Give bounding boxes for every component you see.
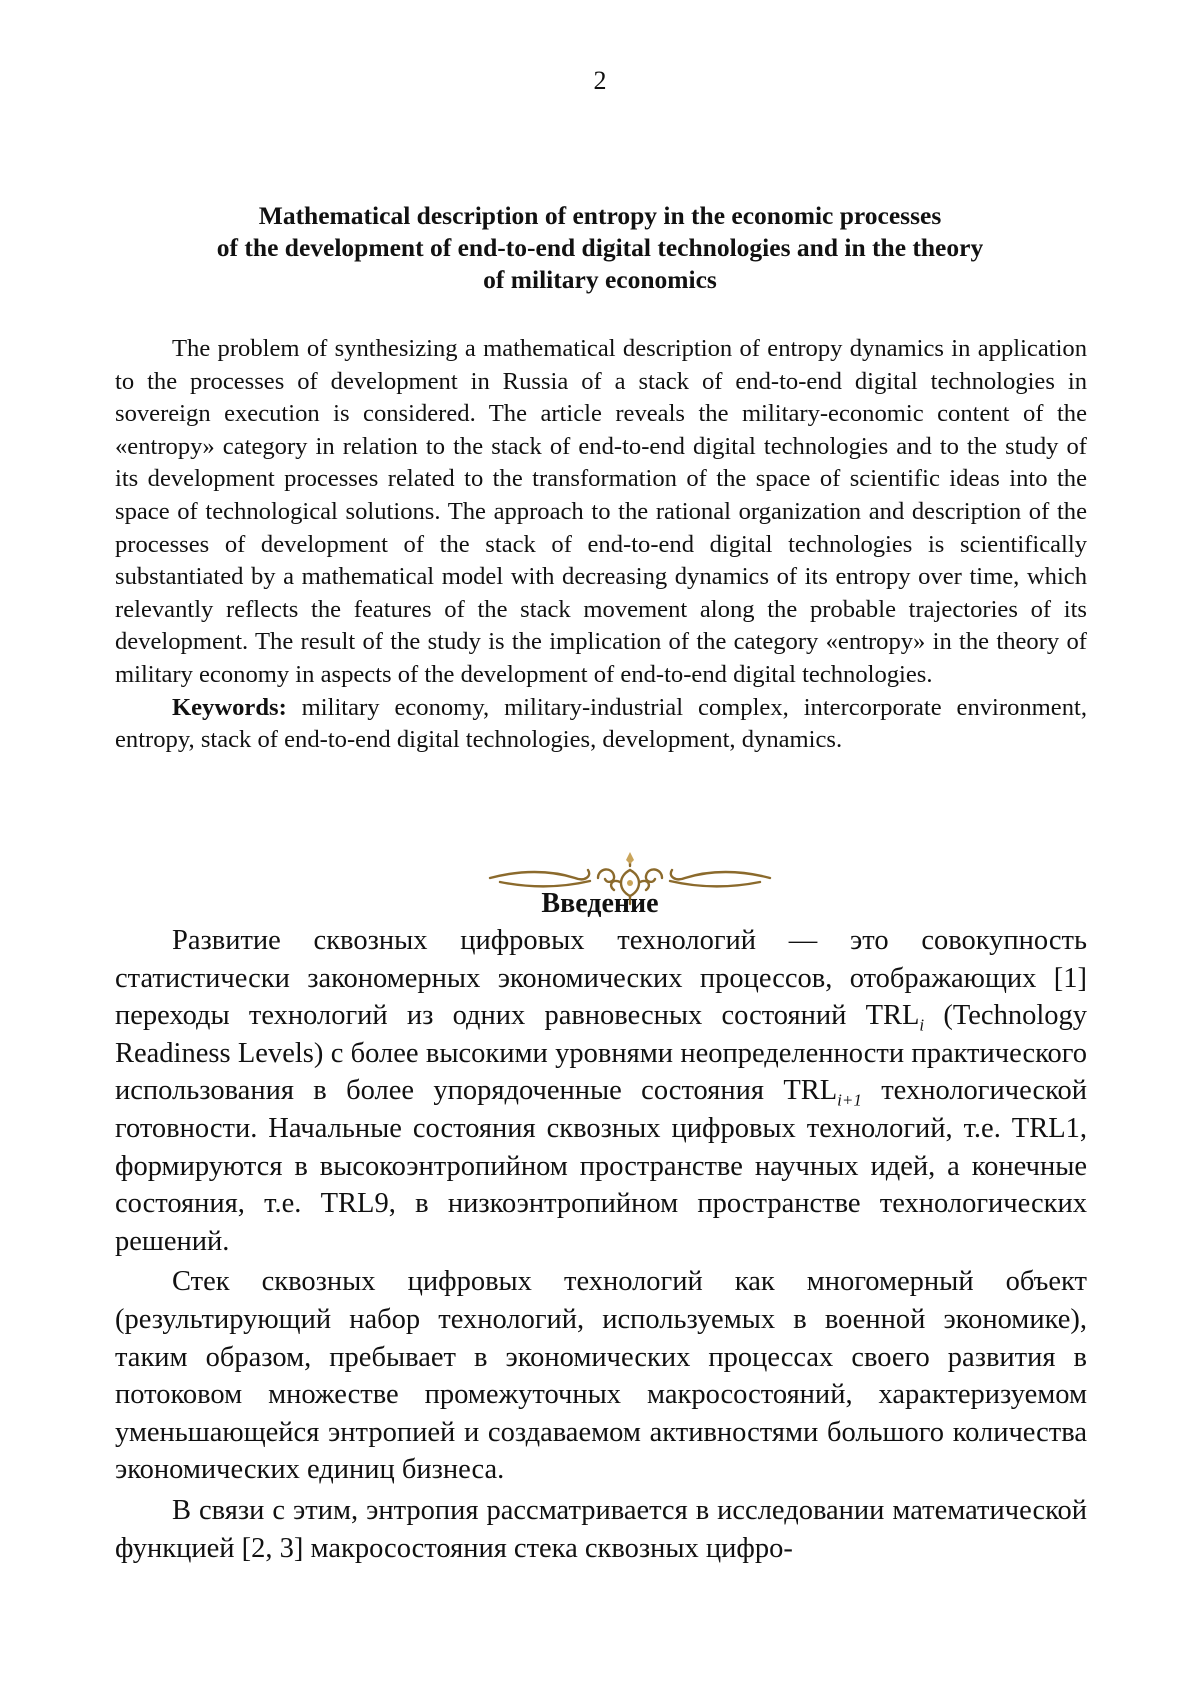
body-paragraph-1 [115, 922, 1087, 1260]
keywords-label: Keywords: [172, 693, 287, 721]
keywords-text: military economy, military-industrial complex, intercorporate environment, entropy, stack of end-to-end digital technologies, development, dynamics. [115, 693, 1087, 754]
abstract [115, 333, 1087, 757]
body-paragraph-3: В связи с этим, энтропия рассматривается в исследовании математической функцией [2, 3] макросостояния стека сквозных цифро- [115, 1494, 1087, 1564]
section-title: Введение [541, 888, 659, 919]
body-text [115, 922, 1087, 1567]
p1-subscript-i: i [919, 1015, 925, 1035]
p1-part-b: (Technology Readiness Levels) с более высокими уровнями неопределенности практического использования в более упорядоченные состояния TRL [115, 1000, 1087, 1107]
p1-part-a: Развитие сквозных цифровых технологий — это совокупность статистически закономерных экономических процессов, отображающих [1] переходы технологий из одних равновесных состояний TRL [115, 925, 1087, 1032]
keywords [115, 692, 1087, 757]
p1-subscript-i-plus-1: i+1 [837, 1091, 862, 1111]
page-number: 2 [593, 66, 607, 95]
abstract-text: The problem of synthesizing a mathematical description of entropy dynamics in application to the processes of development in Russia of a stack of end-to-end digital technologies in sovereign execution is considered. The article reveals the military-economic content of the «entropy» category in relation to the stack of end-to-end digital technologies and to the study of its development processes related to the transformation of the space of scientific ideas into the space of technological solutions. The approach to the rational organization and description of the processes of development of the stack of end-to-end digital technologies is scientifically substantiated by a mathematical model with decreasing dynamics of its entropy over time, which relevantly reflects the features of the stack movement along the probable trajectories of its development. The result of the study is the implication of the category «entropy» in the theory of military economy in aspects of the development of end-to-end digital technologies. [115, 335, 1087, 688]
title-line-1: Mathematical description of entropy in the economic processes [258, 201, 942, 230]
title-line-2: of the development of end-to-end digital technologies and in the theory [216, 233, 984, 262]
article-title [160, 200, 1040, 296]
p1-part-c: технологической готовности. Начальные состояния сквозных цифровых технологий, т.е. TRL1, формируются в высокоэнтропийном пространстве научных идей, а конечные состояния, т.е. TRL9, в низкоэнтропийном пространстве технологических решений. [115, 1075, 1087, 1257]
title-line-3: of military economics [483, 265, 717, 294]
body-paragraph-2: Стек сквозных цифровых технологий как многомерный объект (результирующий набор технологий, используемых в военной экономике), таким образом, пребывает в экономических процессах своего развития в потоковом множестве промежуточных макросостояний, характеризуемом уменьшающейся энтропией и создаваемом активностями большого количества экономических единиц бизнеса. [115, 1266, 1087, 1486]
